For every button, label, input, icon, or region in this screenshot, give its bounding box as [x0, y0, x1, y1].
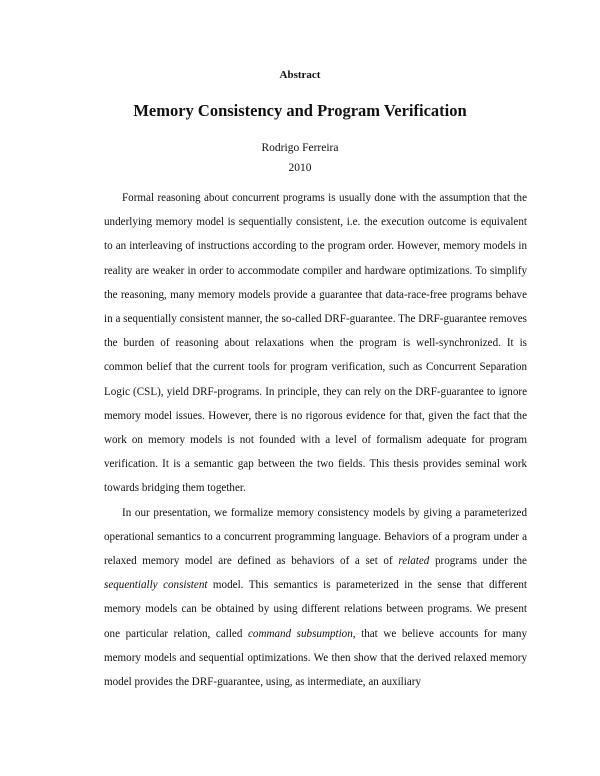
paragraph-2-text-c: model. This semantics is parameterized in the sense that different memory models can be obtained by using different relations between programs. We present one particular relation, called — [104, 579, 528, 640]
abstract-heading: Abstract — [279, 69, 321, 81]
abstract-paragraph-2 — [104, 501, 527, 695]
abstract-body — [104, 186, 527, 694]
paragraph-2-text-b: programs under the — [429, 555, 527, 568]
document-title: Memory Consistency and Program Verification — [133, 101, 467, 120]
author-name: Rodrigo Ferreira — [261, 142, 339, 154]
emphasis-related: related — [398, 555, 430, 568]
abstract-paragraph-1: Formal reasoning about concurrent programs is usually done with the assumption that the underlying memory model is sequentially consistent, i.e. the execution outcome is equivalent to an interleaving of instructions according to the program order. However, memory models in reality are weaker in order to accommodate compiler and hardware optimizations. To simplify the reasoning, many memory models provide a guarantee that data-race-free programs behave in a sequentially consistent manner, the so-called DRF-guarantee. The DRF-guarantee removes the burden of reasoning about relaxations when the program is well-synchronized. It is common belief that the current tools for program verification, such as Concurrent Separation Logic (CSL), yield DRF-programs. In principle, they can rely on the DRF-guarantee to ignore memory model issues. However, there is no rigorous evidence for that, given the fact that the work on memory models is not founded with a level of formalism adequate for program verification. It is a semantic gap between the two fields. This thesis provides seminal work towards bridging them together. — [104, 192, 527, 495]
emphasis-command-subsumption: command subsumption — [247, 627, 353, 640]
paragraph-2-text-d: , that we believe accounts for many memory models and sequential optimizations. We then show that the derived relaxed memory model provides the DRF-guarantee, using, as intermediate, an auxiliary — [104, 627, 527, 689]
emphasis-sequentially-consistent: sequentially consistent — [104, 579, 208, 592]
publication-year: 2010 — [288, 162, 312, 174]
paragraph-2-text-a: In our presentation, we formalize memory consistency models by giving a parameterized operational semantics to a concurrent programming language. Behaviors of a program under a relaxed memory model are defined as behaviors of a set of — [104, 506, 527, 568]
